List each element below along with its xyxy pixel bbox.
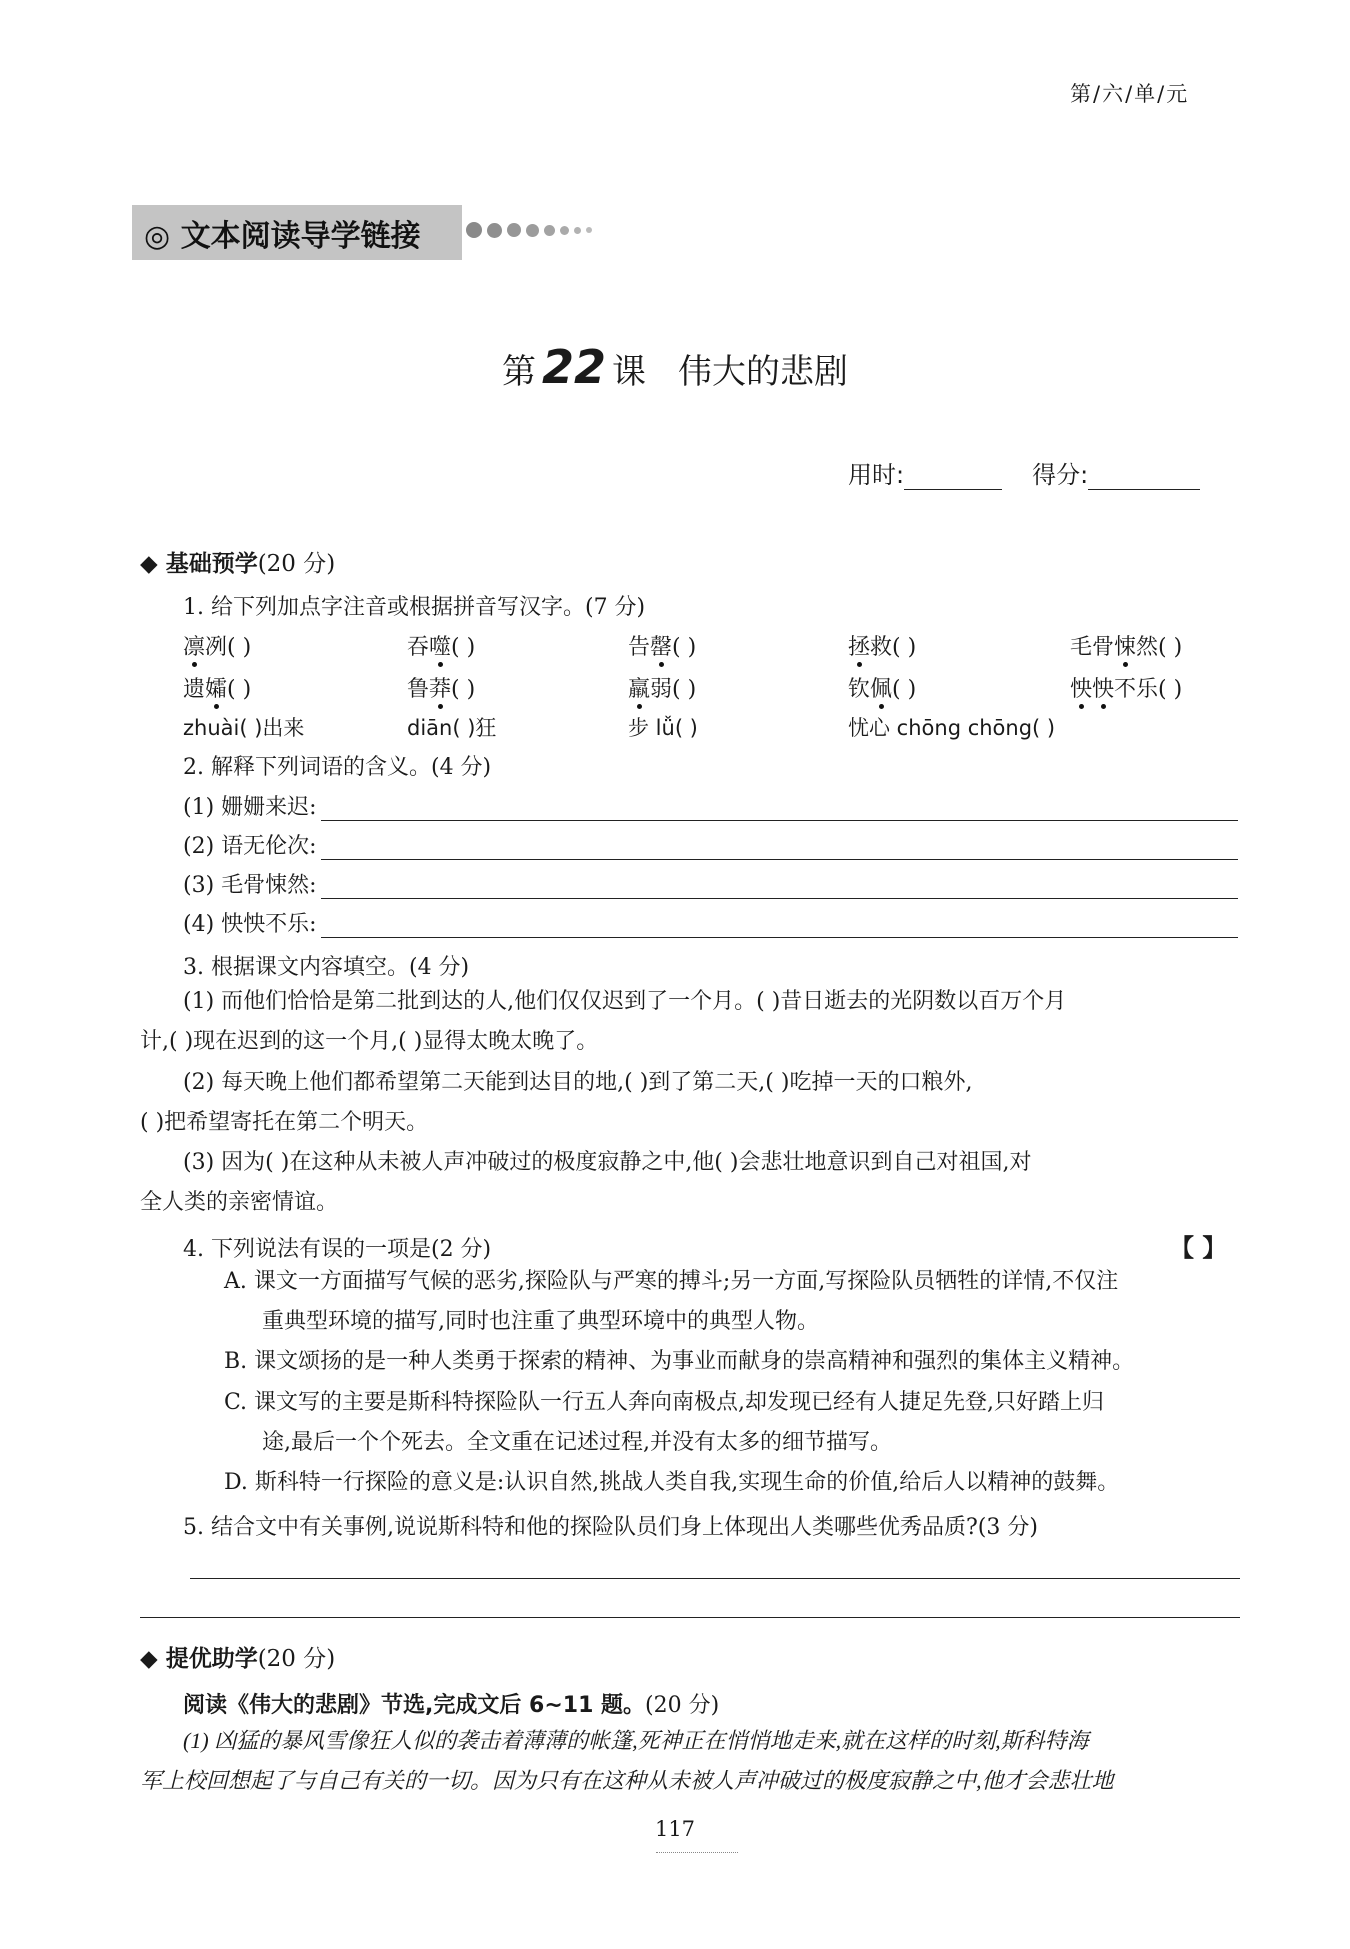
section-points: (20 分) (257, 551, 336, 577)
q1-item[interactable]: 怏怏不乐( ) (1070, 677, 1183, 702)
q1-item[interactable]: 钦佩( ) (848, 677, 917, 702)
q3-text: (1) 而他们恰恰是第二批到达的人,他们仅仅迟到了一个月。( )昔日逝去的光阴数以百万个月 (183, 989, 1067, 1014)
q1-pinyin-item[interactable]: 忧心 chōng chōng( ) (848, 716, 1056, 740)
q4-option-a[interactable]: A. 课文一方面描写气候的恶劣,探险队与严寒的搏斗;另一方面,写探险队员牺牲的详情,不仅注 (224, 1269, 1119, 1294)
banner-dots-decoration (466, 222, 592, 238)
answer-line[interactable] (190, 1578, 1240, 1579)
banner-title: ◎ 文本阅读导学链接 (144, 218, 421, 254)
reading-passage: (1) 凶猛的暴风雪像狂人似的袭击着薄薄的帐篷,死神正在悄悄地走来,就在这样的时刻,斯科特海 (183, 1728, 1089, 1753)
answer-line[interactable] (321, 804, 1238, 821)
time-blank[interactable] (904, 467, 1002, 490)
reading-passage: 军上校回想起了与自己有关的一切。因为只有在这种从未被人声冲破过的极度寂静之中,他才会悲壮地 (140, 1768, 1114, 1793)
lesson-suffix: 课 (612, 352, 646, 392)
q1-title: 1. 给下列加点字注音或根据拼音写汉字。(7 分) (183, 595, 646, 620)
q2-definition-row[interactable]: (2) 语无伦次: (183, 829, 1238, 860)
lesson-number: 22 (541, 340, 606, 394)
q1-pinyin-item[interactable]: 步 lǚ( ) (628, 716, 698, 740)
lesson-name: 伟大的悲剧 (678, 352, 848, 392)
q4-title: 4. 下列说法有误的一项是(2 分) (183, 1237, 492, 1262)
unit-label: 第/六/单/元 (1070, 82, 1190, 106)
section-heading-advanced (140, 1640, 335, 1673)
section-title: ◆ 基础预学 (140, 551, 258, 577)
q1-item[interactable]: 拯救( ) (848, 635, 917, 660)
time-label: 用时: (848, 461, 905, 489)
score-blank[interactable] (1088, 467, 1200, 490)
q1-item[interactable]: 凛冽( ) (183, 635, 252, 660)
reading-intro: 阅读《伟大的悲剧》节选,完成文后 6~11 题。(20 分) (183, 1693, 720, 1718)
lesson-prefix: 第 (501, 352, 536, 392)
lesson-title (0, 340, 1350, 394)
section-title: ◆ 提优助学 (140, 1646, 258, 1672)
q3-text: 计,( )现在迟到的这一个月,( )显得太晚太晚了。 (140, 1029, 599, 1054)
page-number: 117 (654, 1817, 696, 1841)
answer-bracket[interactable]: 【 】 (1170, 1234, 1227, 1262)
q3-text: (2) 每天晚上他们都希望第二天能到达目的地,( )到了第二天,( )吃掉一天的口粮外, (183, 1070, 973, 1095)
q1-item[interactable]: 羸弱( ) (628, 677, 697, 702)
section-points: (20 分) (257, 1646, 336, 1672)
q1-item[interactable]: 告罄( ) (628, 635, 697, 660)
answer-line[interactable] (321, 921, 1238, 938)
q1-item[interactable]: 鲁莽( ) (407, 677, 476, 702)
q4-option-c-cont: 途,最后一个个死去。全文重在记述过程,并没有太多的细节描写。 (262, 1430, 892, 1455)
q1-item[interactable]: 遗孀( ) (183, 677, 252, 702)
answer-line[interactable] (321, 843, 1238, 860)
q4-option-a-cont: 重典型环境的描写,同时也注重了典型环境中的典型人物。 (262, 1309, 819, 1334)
q3-text: (3) 因为( )在这种从未被人声冲破过的极度寂静之中,他( )会悲壮地意识到自己对祖国,对 (183, 1150, 1032, 1175)
score-row (848, 455, 1200, 490)
q2-definition-row[interactable]: (3) 毛骨悚然: (183, 868, 1238, 899)
q2-title: 2. 解释下列词语的含义。(4 分) (183, 755, 492, 780)
q1-item[interactable]: 毛骨悚然( ) (1070, 635, 1183, 660)
q5-title: 5. 结合文中有关事例,说说斯科特和他的探险队员们身上体现出人类哪些优秀品质?(3 分) (183, 1515, 1038, 1540)
q1-pinyin-item[interactable]: diān( )狂 (407, 716, 497, 740)
q1-pinyin-item[interactable]: zhuài( )出来 (183, 716, 305, 740)
q2-definition-row[interactable]: (4) 怏怏不乐: (183, 907, 1238, 938)
section-banner (132, 205, 462, 260)
answer-line[interactable] (321, 882, 1238, 899)
page-number-underline (656, 1852, 738, 1853)
q4-option-c[interactable]: C. 课文写的主要是斯科特探险队一行五人奔向南极点,却发现已经有人捷足先登,只好踏上归 (224, 1390, 1105, 1415)
q3-text: 全人类的亲密情谊。 (140, 1190, 339, 1215)
q3-title: 3. 根据课文内容填空。(4 分) (183, 955, 470, 980)
answer-line[interactable] (140, 1617, 1240, 1618)
q3-text: ( )把希望寄托在第二个明天。 (140, 1110, 429, 1135)
q1-item[interactable]: 吞噬( ) (407, 635, 476, 660)
q2-definition-row[interactable]: (1) 姗姗来迟: (183, 790, 1238, 821)
q4-option-d[interactable]: D. 斯科特一行探险的意义是:认识自然,挑战人类自我,实现生命的价值,给后人以精神的鼓舞。 (224, 1470, 1120, 1495)
score-label: 得分: (1032, 461, 1089, 489)
q4-option-b[interactable]: B. 课文颂扬的是一种人类勇于探索的精神、为事业而献身的崇高精神和强烈的集体主义精神。 (224, 1349, 1135, 1374)
section-heading-basic (140, 545, 335, 578)
